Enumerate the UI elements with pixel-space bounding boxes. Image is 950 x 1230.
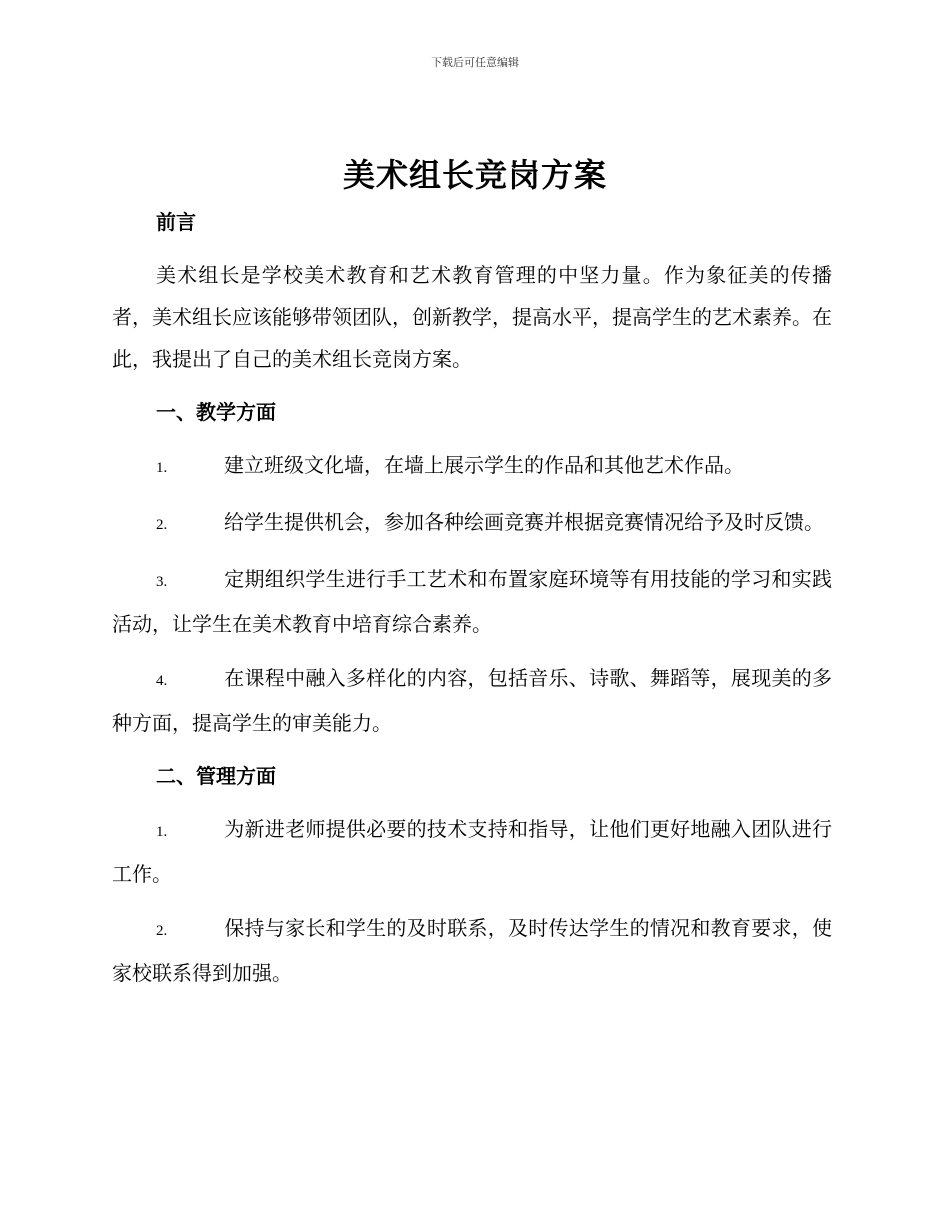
item-number: 4. (156, 673, 168, 689)
document-body (112, 202, 832, 1006)
item-number: 1. (156, 460, 168, 476)
header-note: 下载后可任意编辑 (431, 56, 519, 69)
item-number: 2. (156, 517, 168, 533)
item-text: 保持与家长和学生的及时联系，及时传达学生的情况和教育要求，使家校联系得到加强。 (112, 916, 832, 985)
item-text: 建立班级文化墙，在墙上展示学生的作品和其他艺术作品。 (224, 453, 744, 477)
item-text: 定期组织学生进行手工艺术和布置家庭环境等有用技能的学习和实践活动，让学生在美术教育中培育综合素养。 (112, 567, 832, 636)
document-title: 美术组长竞岗方案 (342, 156, 607, 194)
section-1-item-4 (112, 657, 832, 744)
section-1-item-1 (112, 444, 832, 489)
item-number: 2. (156, 923, 168, 939)
section-1-item-2 (112, 501, 832, 546)
section-2-item-2 (112, 907, 832, 994)
preface-heading: 前言 (156, 210, 196, 234)
item-number: 1. (156, 824, 168, 840)
preface-paragraph: 美术组长是学校美术教育和艺术教育管理的中坚力量。作为象征美的传播者，美术组长应该能够带领团队，创新教学，提高水平，提高学生的艺术素养。在此，我提出了自己的美术组长竞岗方案。 (112, 263, 832, 371)
section-1-item-3 (112, 558, 832, 645)
section-1-heading: 一、教学方面 (156, 400, 276, 424)
section-2-item-1 (112, 808, 832, 895)
section-2-heading: 二、管理方面 (156, 764, 276, 788)
item-text: 给学生提供机会，参加各种绘画竞赛并根据竞赛情况给予及时反馈。 (224, 510, 824, 534)
item-number: 3. (156, 574, 168, 590)
item-text: 为新进老师提供必要的技术支持和指导，让他们更好地融入团队进行工作。 (112, 817, 832, 886)
item-text: 在课程中融入多样化的内容，包括音乐、诗歌、舞蹈等，展现美的多种方面，提高学生的审美能力。 (112, 666, 832, 735)
